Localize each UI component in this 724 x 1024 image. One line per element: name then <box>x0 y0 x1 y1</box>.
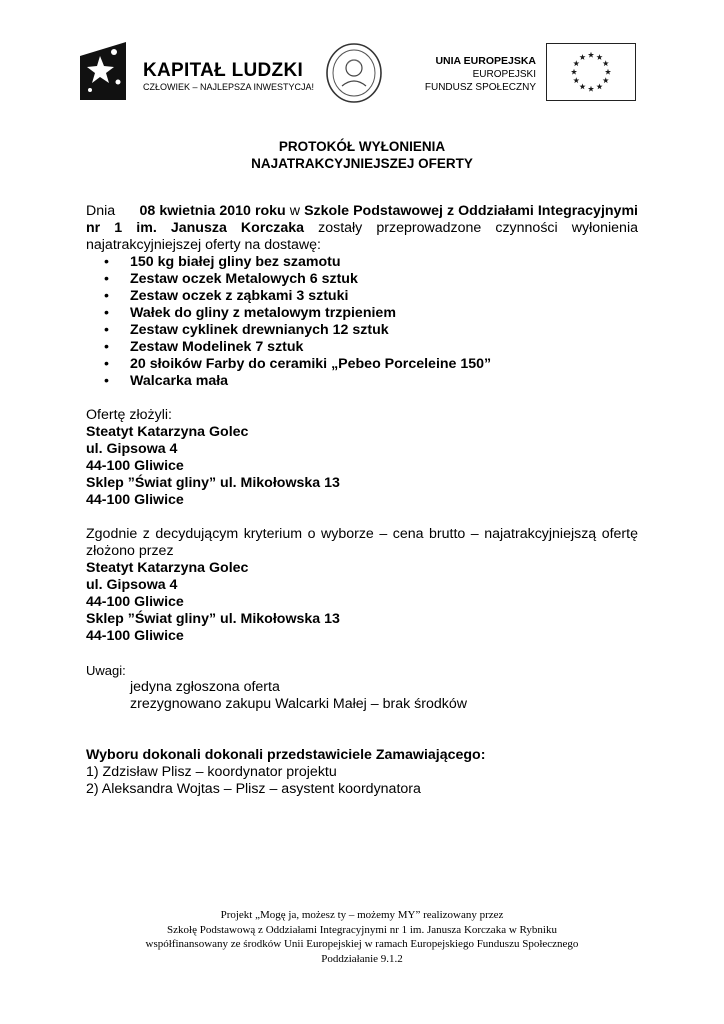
kapital-ludzki-subtitle: CZŁOWIEK – NAJLEPSZA INWESTYCJA! <box>143 82 315 92</box>
footer-line-3: współfinansowany ze środków Unii Europejskiej w ramach Europejskiego Funduszu Społecznego <box>145 938 579 950</box>
offers-label: Ofertę złożyli: <box>86 407 172 423</box>
page-header <box>0 0 724 120</box>
items-list <box>86 254 638 390</box>
document-title <box>0 138 724 172</box>
eu-text-block <box>400 55 536 94</box>
footer-line-2: Szkołę Podstawową z Oddziałami Integracyjnymi nr 1 im. Janusza Korczaka w Rybniku <box>167 923 557 936</box>
remark-item: jedyna zgłoszona oferta <box>130 679 280 695</box>
decision-line: ul. Gipsowa 4 <box>86 577 178 593</box>
list-item: • 20 słoików Farby do ceramiki „Pebeo Porceleine 150” <box>86 356 638 373</box>
eu-flag-icon <box>546 43 636 101</box>
decision-line: Steatyt Katarzyna Golec <box>86 560 249 576</box>
school-seal-icon <box>325 42 383 104</box>
intro-text-3: zostały przeprowadzone czynności wyłonienia najatrakcyjniejszej oferty na dostawę: <box>86 220 638 253</box>
offer-line: ul. Gipsowa 4 <box>86 441 178 457</box>
eu-subtitle-2: FUNDUSZ SPOŁECZNY <box>424 82 536 93</box>
list-item: • Wałek do gliny z metalowym trzpieniem <box>86 305 638 322</box>
offer-line: 44-100 Gliwice <box>86 458 184 474</box>
list-item: • Zestaw cyklinek drewnianych 12 sztuk <box>86 322 638 339</box>
eu-title: UNIA EUROPEJSKA <box>435 55 536 67</box>
document-body <box>86 203 638 798</box>
selection-person: 1) Zdzisław Plisz – koordynator projektu <box>86 764 337 780</box>
decision-line: 44-100 Gliwice <box>86 628 184 644</box>
intro-text-1: Dnia <box>86 203 116 219</box>
decision-line: Sklep ”Świat gliny” ul. Mikołowska 13 <box>86 611 340 627</box>
intro-school: Szkole Podstawowej z Oddziałami Integracyjnymi nr 1 im. Janusza Korczaka <box>86 203 638 236</box>
decision-line: 44-100 Gliwice <box>86 594 184 610</box>
offer-line: 44-100 Gliwice <box>86 492 184 508</box>
remark-item: zrezygnowano zakupu Walcarki Małej – brak środków <box>130 696 467 712</box>
title-line-2: NAJATRAKCYJNIEJSZEJ OFERTY <box>251 156 473 171</box>
intro-date: 08 kwietnia 2010 roku <box>139 203 286 219</box>
offer-line: Sklep ”Świat gliny” ul. Mikołowska 13 <box>86 475 340 491</box>
footer-line-1: Projekt „Mogę ja, możesz ty – możemy MY” realizowany przez <box>220 909 504 921</box>
list-item: • Zestaw oczek z ząbkami 3 sztuki <box>86 288 638 305</box>
list-item: • Zestaw oczek Metalowych 6 sztuk <box>86 271 638 288</box>
intro-paragraph <box>86 203 638 254</box>
eu-subtitle-1: EUROPEJSKI <box>472 69 536 80</box>
offer-line: Steatyt Katarzyna Golec <box>86 424 249 440</box>
list-item: • 150 kg białej gliny bez szamotu <box>86 254 638 271</box>
kapital-ludzki-logo-icon <box>80 42 126 100</box>
remarks-label: Uwagi: <box>86 663 126 678</box>
page-footer <box>0 908 724 966</box>
decision-text: Zgodnie z decydującym kryterium o wyborze – cena brutto – najatrakcyjniejszą ofertę złożono przez <box>86 526 638 559</box>
footer-line-4: Poddziałanie 9.1.2 <box>321 952 403 965</box>
intro-text-2: w <box>289 203 301 219</box>
title-line-1: PROTOKÓŁ WYŁONIENIA <box>278 139 446 154</box>
selection-person: 2) Aleksandra Wojtas – Plisz – asystent koordynatora <box>86 781 421 797</box>
list-item: • Zestaw Modelinek 7 sztuk <box>86 339 638 356</box>
list-item: • Walcarka mała <box>86 373 638 390</box>
selection-heading: Wyboru dokonali dokonali przedstawiciele Zamawiającego: <box>86 747 486 763</box>
kapital-ludzki-title: KAPITAŁ LUDZKI <box>143 60 304 81</box>
